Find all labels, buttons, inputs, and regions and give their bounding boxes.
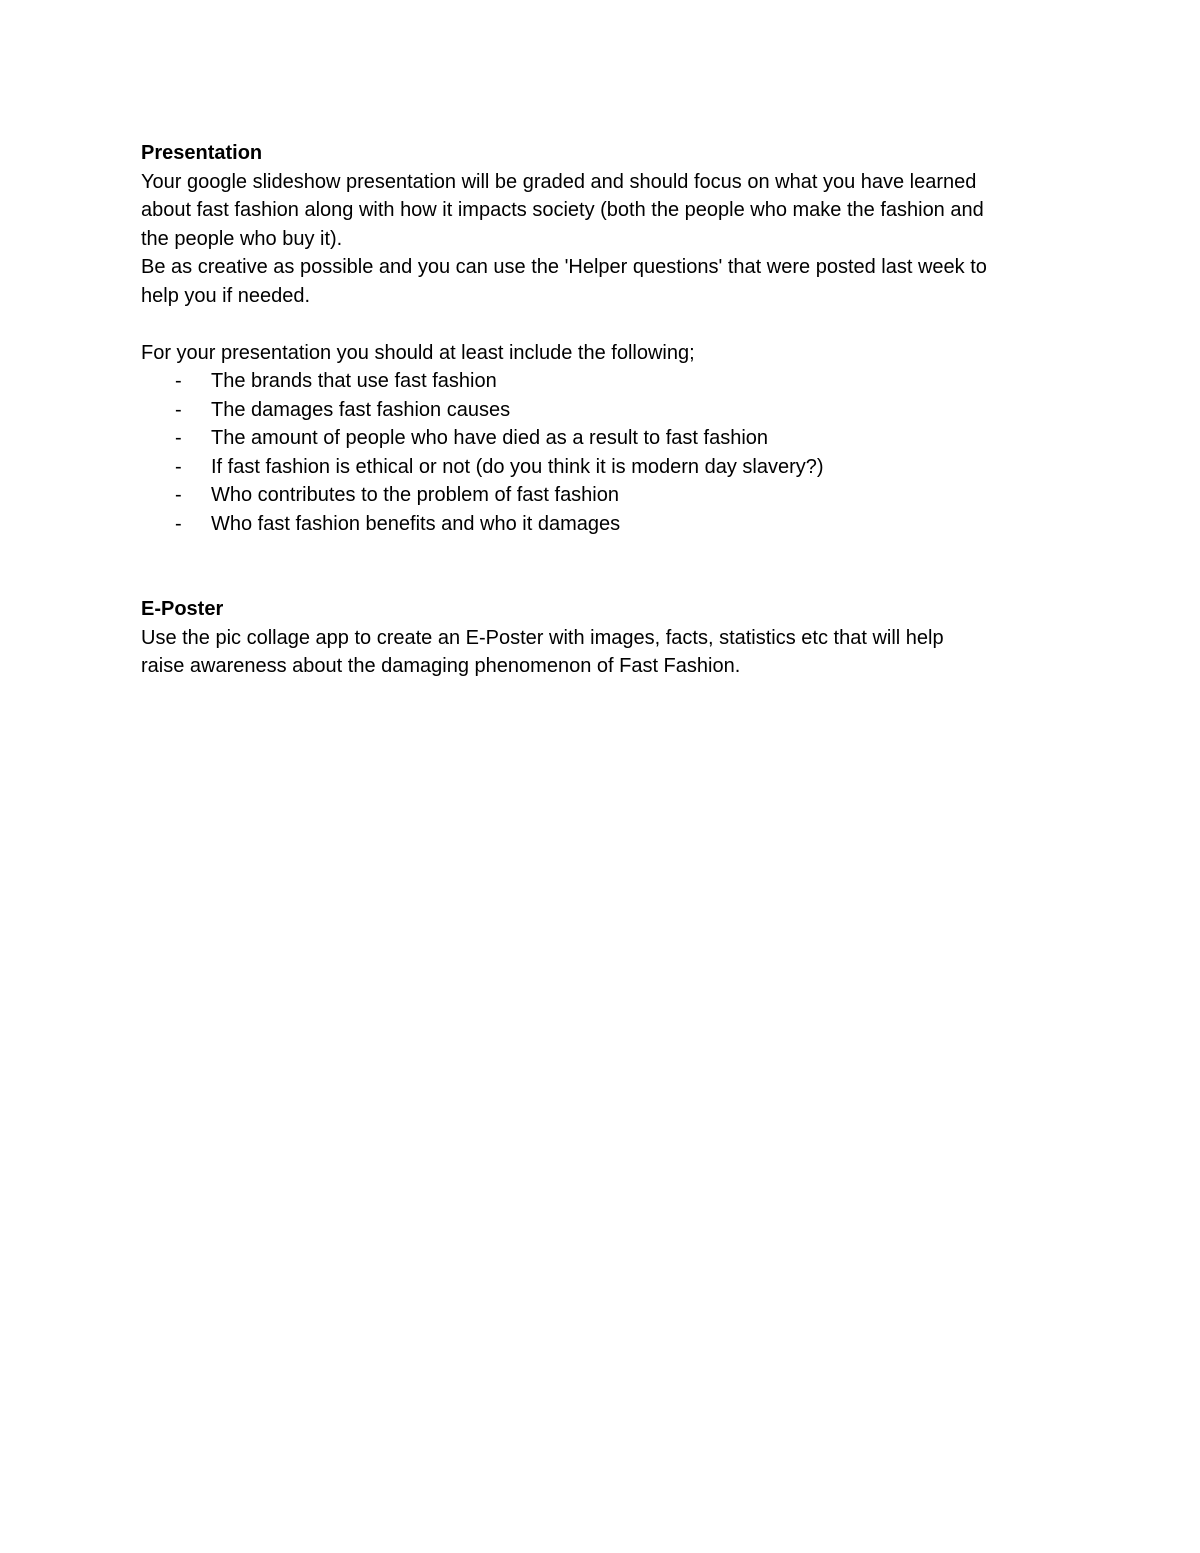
creative-line: Be as creative as possible and you can use the 'Helper questions' that were posted last week to	[141, 256, 987, 278]
creative-line: help you if needed.	[141, 284, 311, 307]
presentation-heading: Presentation	[141, 142, 263, 164]
eposter-section	[141, 595, 1071, 681]
dash-bullet: -	[175, 370, 182, 392]
dash-bullet: -	[175, 484, 182, 506]
eposter-line: raise awareness about the damaging phenomenon of Fast Fashion.	[141, 655, 741, 677]
section-spacer	[141, 538, 1071, 595]
list-item	[141, 481, 1071, 510]
list-item	[141, 396, 1071, 425]
document-page	[141, 139, 1071, 681]
list-item-text: The brands that use fast fashion	[211, 370, 497, 392]
include-intro: For your presentation you should at least include the following;	[141, 341, 695, 364]
presentation-creative-paragraph	[141, 253, 1071, 310]
intro-line: about fast fashion along with how it impacts society (both the people who make the fashion and	[141, 199, 984, 221]
list-item	[141, 453, 1071, 482]
dash-bullet: -	[175, 455, 182, 478]
list-item-text: Who fast fashion benefits and who it damages	[211, 512, 621, 535]
presentation-intro-paragraph	[141, 168, 1071, 254]
eposter-paragraph	[141, 624, 1071, 681]
presentation-section	[141, 139, 1071, 538]
requirements-list	[141, 367, 1071, 538]
eposter-heading: E-Poster	[141, 598, 224, 620]
list-item-text: Who contributes to the problem of fast fashion	[211, 484, 619, 506]
dash-bullet: -	[175, 512, 182, 535]
intro-line: the people who buy it).	[141, 227, 343, 250]
list-item	[141, 510, 1071, 539]
list-item-text: If fast fashion is ethical or not (do you think it is modern day slavery?)	[211, 455, 824, 478]
spacer	[141, 310, 1071, 339]
list-item	[141, 367, 1071, 396]
intro-line: Your google slideshow presentation will be graded and should focus on what you have learned	[141, 170, 977, 193]
dash-bullet: -	[175, 427, 182, 449]
list-item-text: The damages fast fashion causes	[211, 398, 511, 421]
eposter-line: Use the pic collage app to create an E-Poster with images, facts, statistics etc that will help	[141, 626, 944, 649]
list-item-text: The amount of people who have died as a result to fast fashion	[211, 427, 769, 449]
dash-bullet: -	[175, 398, 182, 421]
list-item	[141, 424, 1071, 453]
